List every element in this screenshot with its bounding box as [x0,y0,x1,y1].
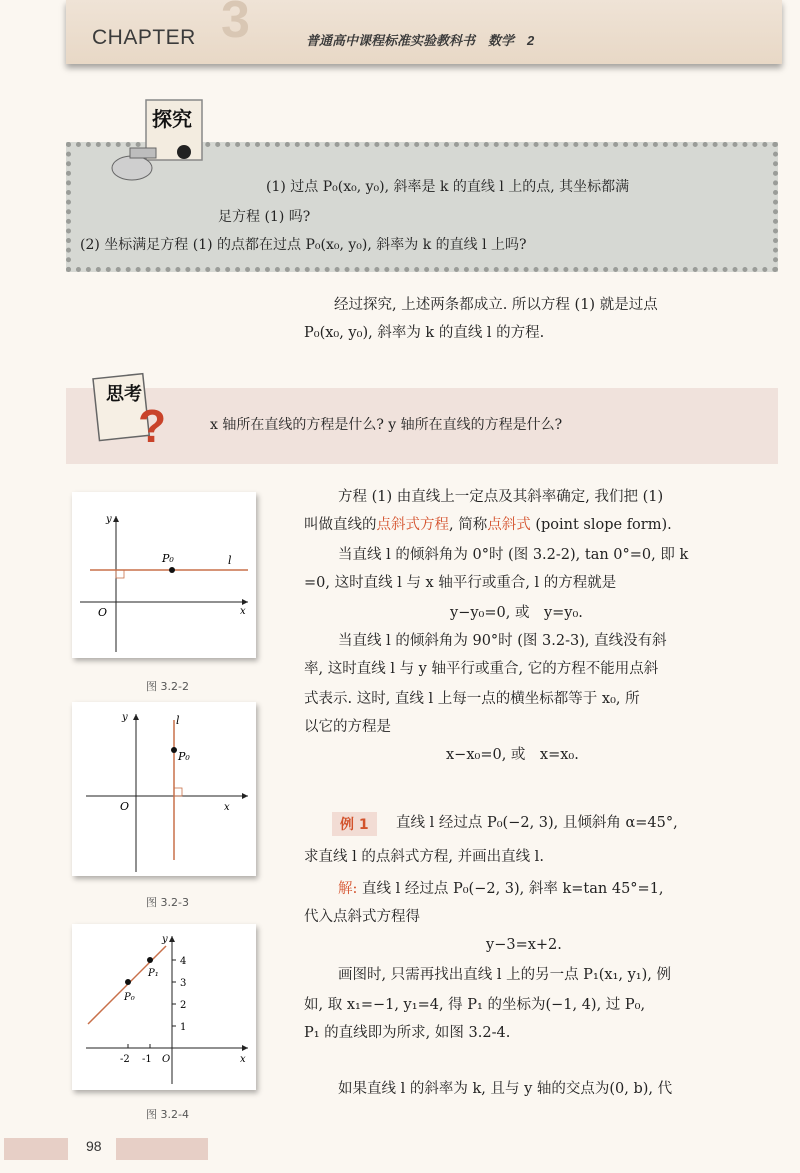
body-p1-line1: 方程 (1) 由直线上一定点及其斜率确定, 我们把 (1) [338,489,664,505]
think-question-icon [92,370,182,450]
point-p0 [171,747,177,753]
label-origin: O [120,800,130,813]
explore-icon-label: 探究 [152,107,192,131]
solution-text: 直线 l 经过点 P₀(−2, 3), 斜率 k=tan 45°=1, [357,881,664,897]
label-l: l [228,554,232,567]
p1-mid: , 简称 [449,517,488,533]
label-p0: P₀ [162,552,174,565]
solution-line1 [338,880,664,899]
p1-post: (point slope form). [530,517,672,533]
label-y: y [162,934,168,945]
chapter-label: CHAPTER [92,26,196,49]
label-l: l [176,714,180,727]
term-point-slope-equation: 点斜式方程 [376,517,449,533]
equation-1: y−y₀=0, 或 y=y₀. [450,605,583,621]
body-p3-line3: 式表示. 这时, 直线 l 上每一点的横坐标都等于 x₀, 所 [304,691,640,707]
body-p3-line2: 率, 这时直线 l 与 y 轴平行或重合, 它的方程不能用点斜 [304,661,659,677]
label-origin: O [98,606,108,619]
figure-3-2-2 [72,492,256,658]
footer-bar-left [4,1138,68,1160]
equation-3: y−3=x+2. [486,937,562,953]
tick-y-4: 4 [180,956,187,967]
draw-line2: 如, 取 x₁=−1, y₁=4, 得 P₁ 的坐标为(−1, 4), 过 P₀, [304,997,646,1013]
label-y: y [122,712,128,723]
equation-2: x−x₀=0, 或 x=x₀. [446,747,579,763]
explore-key-icon [108,96,218,188]
last-paragraph: 如果直线 l 的斜率为 k, 且与 y 轴的交点为(0, b), 代 [338,1081,673,1097]
explore-q2: (2) 坐标满足方程 (1) 的点都在过点 P₀(x₀, y₀), 斜率为 k 的直线 l 上吗? [80,237,527,253]
caption-fig-3-2-2: 图 3.2-2 [146,680,189,693]
point-p0 [125,979,131,985]
label-x: x [240,606,246,617]
example-tag: 例 1 [332,812,377,836]
body-p3-line4: 以它的方程是 [304,719,391,735]
label-p0: P₀ [178,750,190,763]
body-p2-line2: =0, 这时直线 l 与 x 轴平行或重合, l 的方程就是 [304,575,617,591]
tick-y-3: 3 [180,978,187,989]
think-icon-label: 思考 [106,384,142,405]
figure-3-2-3 [72,702,256,876]
body-p2-line1: 当直线 l 的倾斜角为 0°时 (图 3.2-2), tan 0°=0, 即 k [338,547,689,563]
body-p1-line2 [304,516,672,535]
label-x: x [240,1054,246,1065]
p1-pre: 叫做直线的 [304,517,377,533]
point-p1 [147,957,153,963]
point-p0 [169,567,175,573]
book-title: 普通高中课程标准实验教科书 数学 2 [306,33,535,48]
line-l [88,946,166,1024]
caption-fig-3-2-3: 图 3.2-3 [146,896,189,909]
page-header [66,0,782,64]
caption-fig-3-2-4: 图 3.2-4 [146,1108,189,1121]
footer-bar-right [116,1138,208,1160]
label-x: x [224,802,230,813]
conclusion-line1: 经过探究, 上述两条都成立. 所以方程 (1) 就是过点 [334,297,658,313]
label-origin: O [162,1054,171,1065]
term-point-slope: 点斜式 [487,517,531,533]
svg-text:?: ? [138,400,167,450]
label-p1: P₁ [148,968,159,979]
chapter-number: 3 [221,0,250,49]
example-line1: 直线 l 经过点 P₀(−2, 3), 且倾斜角 α=45°, [396,815,678,831]
tick-x-neg2: -2 [120,1054,130,1065]
tick-x-neg1: -1 [142,1054,152,1065]
explore-q1-line1: (1) 过点 P₀(x₀, y₀), 斜率是 k 的直线 l 上的点, 其坐标都满 [266,179,630,195]
solution-line2: 代入点斜式方程得 [304,909,420,925]
tick-y-2: 2 [180,1000,187,1011]
draw-line1: 画图时, 只需再找出直线 l 上的另一点 P₁(x₁, y₁), 例 [338,967,671,983]
figure-3-2-4 [72,924,256,1090]
example-line2: 求直线 l 的点斜式方程, 并画出直线 l. [304,849,544,865]
conclusion-line2: P₀(x₀, y₀), 斜率为 k 的直线 l 的方程. [304,325,545,341]
think-question: x 轴所在直线的方程是什么? y 轴所在直线的方程是什么? [210,417,563,433]
label-y: y [106,514,112,525]
page-number: 98 [86,1138,102,1154]
tick-y-1: 1 [180,1022,187,1033]
draw-line3: P₁ 的直线即为所求, 如图 3.2-4. [304,1025,511,1041]
solution-label: 解: [338,881,358,897]
explore-q1-line2: 足方程 (1) 吗? [218,209,311,225]
body-p3-line1: 当直线 l 的倾斜角为 90°时 (图 3.2-3), 直线没有斜 [338,633,667,649]
label-p0: P₀ [124,992,135,1003]
